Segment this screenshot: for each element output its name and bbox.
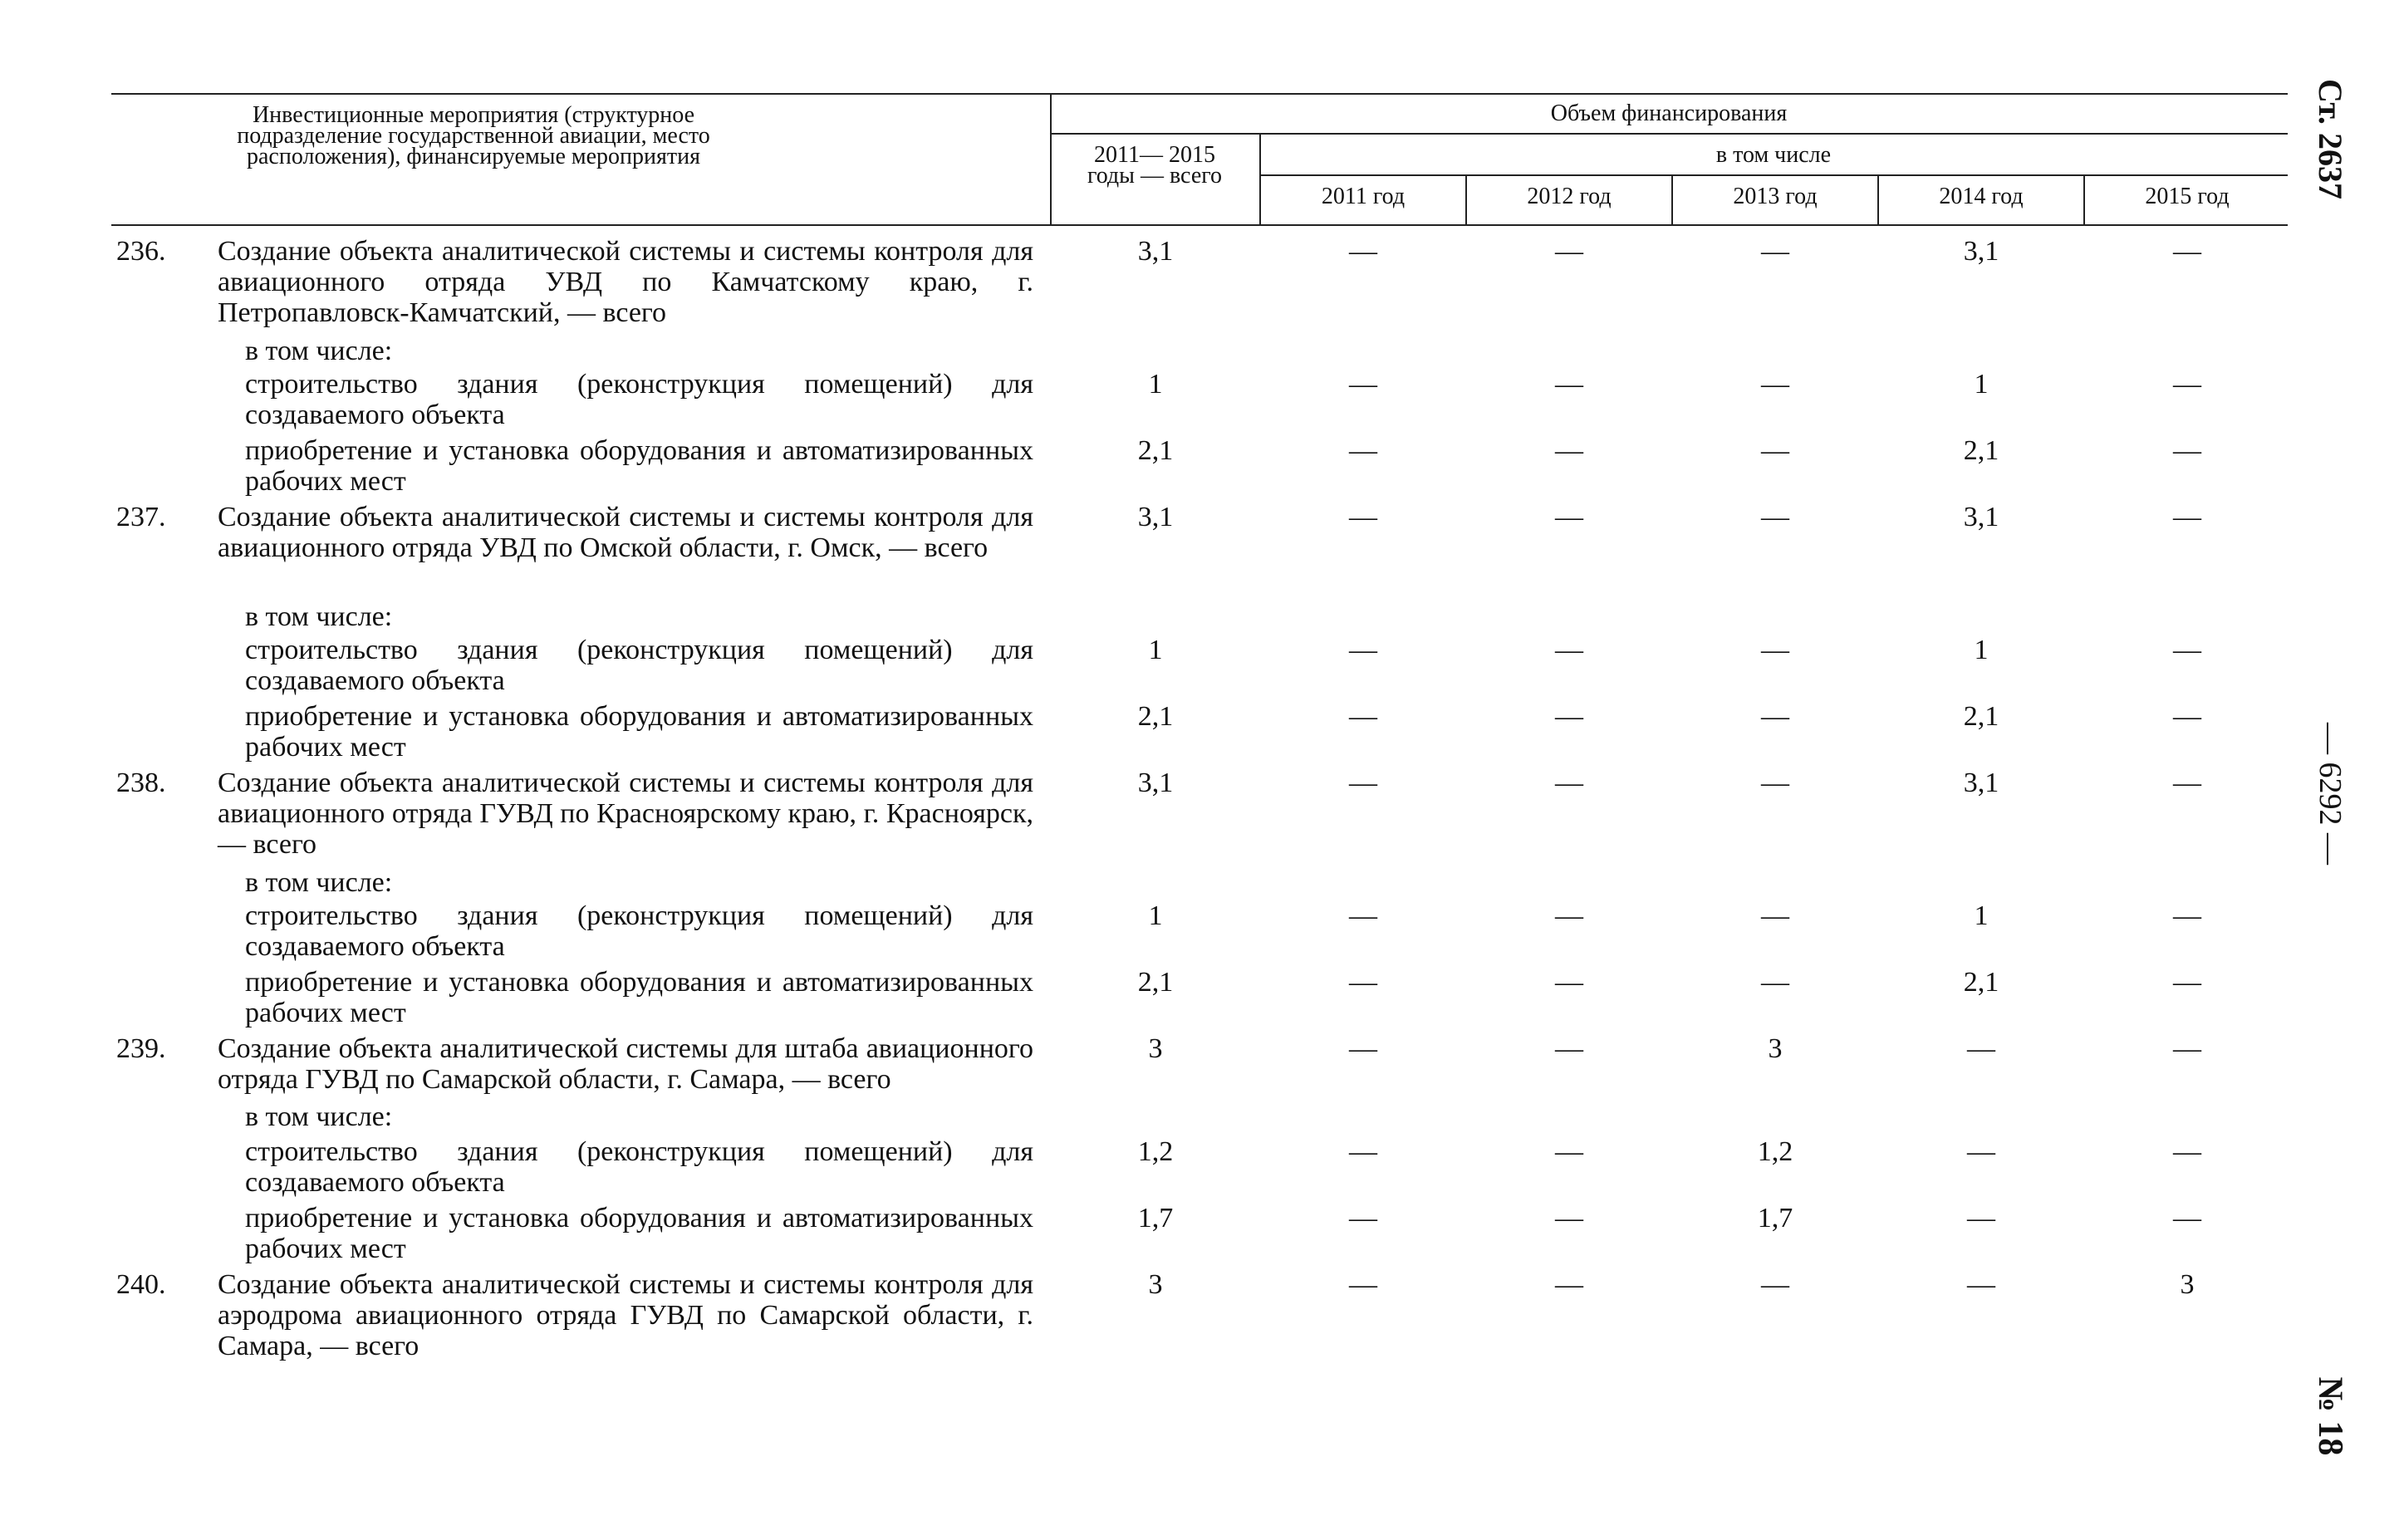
- header-activity: Инвестиционные мероприятия (структурное подразделение государственной авиации, место расположения), финансируемые мероприятия: [237, 102, 710, 169]
- value-total: 1: [1148, 369, 1163, 400]
- header-year-2015: 2015 год: [2145, 184, 2230, 209]
- sub-item-equipment: приобретение и установка оборудования и автоматизированных рабочих мест: [245, 967, 1033, 1028]
- value-2013: —: [1761, 502, 1789, 532]
- value-2013: —: [1761, 1269, 1789, 1300]
- value-2015: —: [2173, 435, 2201, 466]
- value-2011: —: [1349, 635, 1377, 665]
- sub-item-construction: строительство здания (реконструкция помещений) для создаваемого объекта: [245, 900, 1033, 962]
- value-2015: —: [2173, 1203, 2201, 1233]
- value-total: 3: [1148, 1269, 1163, 1300]
- value-total: 3,1: [1137, 768, 1174, 798]
- value-total: 2,1: [1137, 435, 1174, 466]
- value-2013: —: [1761, 369, 1789, 400]
- value-total: 2,1: [1137, 967, 1174, 998]
- sub-item-construction: строительство здания (реконструкция помещений) для создаваемого объекта: [245, 1136, 1033, 1198]
- value-2014: —: [1967, 1033, 1995, 1064]
- value-2014: 1: [1974, 900, 1989, 931]
- value-2015: —: [2173, 900, 2201, 931]
- value-2015: —: [2173, 1136, 2201, 1167]
- value-2014: —: [1967, 1269, 1995, 1300]
- value-2014: 2,1: [1963, 967, 1999, 998]
- value-2014: 2,1: [1963, 435, 1999, 466]
- sub-item-equipment: приобретение и установка оборудования и автоматизированных рабочих мест: [245, 1203, 1033, 1264]
- value-2013: —: [1761, 701, 1789, 732]
- sub-item-construction: строительство здания (реконструкция помещений) для создаваемого объекта: [245, 369, 1033, 430]
- value-2011: —: [1349, 768, 1377, 798]
- value-total: 1: [1148, 900, 1163, 931]
- value-2014: 2,1: [1963, 701, 1999, 732]
- header-year-2011: 2011 год: [1321, 184, 1406, 209]
- value-2014: 3,1: [1963, 236, 1999, 267]
- value-2013: 1,7: [1757, 1203, 1793, 1233]
- header-year-2013: 2013 год: [1733, 184, 1818, 209]
- issue-number: № 18: [2311, 1376, 2349, 1456]
- value-2013: —: [1761, 635, 1789, 665]
- value-2015: —: [2173, 768, 2201, 798]
- item-number: 236.: [116, 236, 166, 267]
- subheading-including: в том числе:: [245, 336, 393, 366]
- value-2015: 3: [2180, 1269, 2195, 1300]
- subheading-including: в том числе:: [245, 867, 393, 898]
- value-total: 1,7: [1137, 1203, 1174, 1233]
- value-2012: —: [1555, 435, 1583, 466]
- value-2015: —: [2173, 236, 2201, 267]
- item-number: 239.: [116, 1033, 166, 1064]
- value-2011: —: [1349, 1136, 1377, 1167]
- value-2014: 3,1: [1963, 502, 1999, 532]
- item-description: Создание объекта аналитической системы и системы контроля для авиационного отряда УВД по Омской области, г. Омск, — всего: [218, 502, 1033, 563]
- value-2011: —: [1349, 1269, 1377, 1300]
- value-2012: —: [1555, 236, 1583, 267]
- value-2013: —: [1761, 435, 1789, 466]
- value-2012: —: [1555, 768, 1583, 798]
- value-2015: —: [2173, 369, 2201, 400]
- header-top-rule: [111, 93, 2288, 95]
- page-number: — 6292 —: [2313, 723, 2348, 865]
- value-2014: 1: [1974, 635, 1989, 665]
- value-2011: —: [1349, 701, 1377, 732]
- value-2012: —: [1555, 1136, 1583, 1167]
- value-2014: —: [1967, 1203, 1995, 1233]
- value-2011: —: [1349, 369, 1377, 400]
- item-number: 240.: [116, 1269, 166, 1300]
- value-2015: —: [2173, 701, 2201, 732]
- value-total: 3: [1148, 1033, 1163, 1064]
- value-2013: 1,2: [1757, 1136, 1793, 1167]
- value-2015: —: [2173, 502, 2201, 532]
- value-total: 2,1: [1137, 701, 1174, 732]
- value-2013: —: [1761, 900, 1789, 931]
- subheading-including: в том числе:: [245, 601, 393, 632]
- header-including-rule: [1259, 174, 2288, 176]
- value-2012: —: [1555, 900, 1583, 931]
- value-2013: —: [1761, 768, 1789, 798]
- item-description: Создание объекта аналитической системы для штаба авиационного отряда ГУВД по Самарской области, г. Самара, — всего: [218, 1033, 1033, 1095]
- value-2011: —: [1349, 435, 1377, 466]
- value-2011: —: [1349, 900, 1377, 931]
- value-2011: —: [1349, 1033, 1377, 1064]
- value-2013: —: [1761, 967, 1789, 998]
- value-2012: —: [1555, 1203, 1583, 1233]
- sub-item-equipment: приобретение и установка оборудования и автоматизированных рабочих мест: [245, 435, 1033, 497]
- value-2012: —: [1555, 701, 1583, 732]
- header-year-2014: 2014 год: [1939, 184, 2024, 209]
- item-description: Создание объекта аналитической системы и системы контроля для авиационного отряда УВД по Камчатскому краю, г. Петропавловск-Камчатский, — всего: [218, 236, 1033, 328]
- value-2011: —: [1349, 967, 1377, 998]
- value-2012: —: [1555, 967, 1583, 998]
- item-number: 237.: [116, 502, 166, 532]
- value-2015: —: [2173, 967, 2201, 998]
- header-volume: Объем финансирования: [1550, 101, 1788, 126]
- header-total: 2011— 2015 годы — всего: [1087, 142, 1223, 189]
- value-total: 1,2: [1137, 1136, 1174, 1167]
- header-bottom-rule: [111, 224, 2288, 226]
- article-number: Ст. 2637: [2312, 79, 2349, 199]
- value-total: 3,1: [1137, 502, 1174, 532]
- value-2014: 3,1: [1963, 768, 1999, 798]
- item-description: Создание объекта аналитической системы и системы контроля для авиационного отряда ГУВД по Красноярскому краю, г. Красноярск, — всего: [218, 768, 1033, 860]
- value-2012: —: [1555, 1269, 1583, 1300]
- value-2013: —: [1761, 236, 1789, 267]
- header-volume-rule: [1050, 133, 2288, 135]
- header-including: в том числе: [1715, 142, 1832, 168]
- value-2012: —: [1555, 502, 1583, 532]
- value-2013: 3: [1768, 1033, 1783, 1064]
- header-year-2012: 2012 год: [1527, 184, 1612, 209]
- item-number: 238.: [116, 768, 166, 798]
- value-2014: —: [1967, 1136, 1995, 1167]
- value-2011: —: [1349, 1203, 1377, 1233]
- value-2012: —: [1555, 369, 1583, 400]
- value-2015: —: [2173, 635, 2201, 665]
- sub-item-equipment: приобретение и установка оборудования и автоматизированных рабочих мест: [245, 701, 1033, 763]
- item-description: Создание объекта аналитической системы и системы контроля для аэродрома авиационного отряда ГУВД по Самарской области, г. Самара, — всего: [218, 1269, 1033, 1361]
- value-2011: —: [1349, 502, 1377, 532]
- value-2014: 1: [1974, 369, 1989, 400]
- value-total: 3,1: [1137, 236, 1174, 267]
- sub-item-construction: строительство здания (реконструкция помещений) для создаваемого объекта: [245, 635, 1033, 696]
- value-2011: —: [1349, 236, 1377, 267]
- value-2015: —: [2173, 1033, 2201, 1064]
- subheading-including: в том числе:: [245, 1101, 393, 1132]
- value-total: 1: [1148, 635, 1163, 665]
- value-2012: —: [1555, 1033, 1583, 1064]
- value-2012: —: [1555, 635, 1583, 665]
